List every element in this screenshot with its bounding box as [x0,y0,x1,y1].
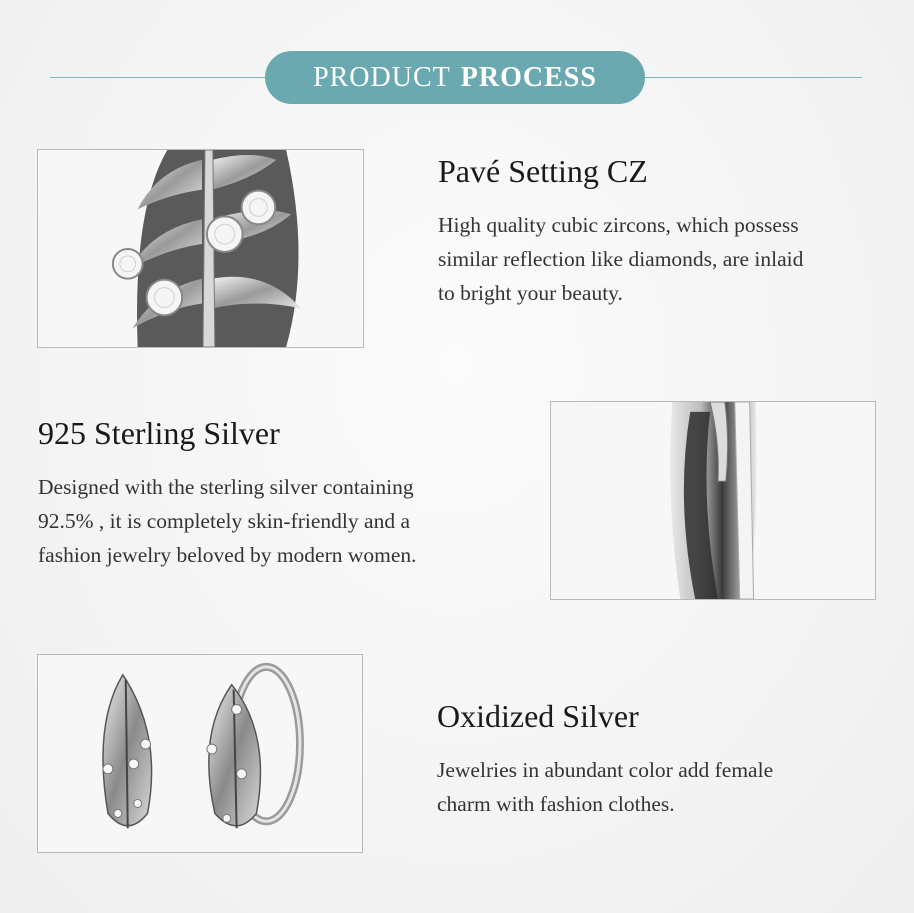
section-title-pave-setting: Pavé Setting CZ [438,153,648,189]
section-header-badge [265,51,645,104]
desc-line: High quality cubic zircons, which possess [438,213,799,237]
earring-pair-illustration [38,655,362,852]
desc-line: charm with fashion clothes. [437,792,675,816]
section-title-sterling-silver: 925 Sterling Silver [38,415,280,451]
oxidized-silver-image [37,654,363,853]
header-divider-left [50,77,270,78]
header-title-light: PRODUCT [313,61,451,93]
desc-line: fashion jewelry beloved by modern women. [38,543,417,567]
header-title-bold: PROCESS [460,61,597,93]
section-desc-sterling-silver [38,470,417,572]
section-title-oxidized-silver: Oxidized Silver [437,698,639,734]
pave-setting-image [37,149,364,348]
desc-line: Jewelries in abundant color add female [437,758,774,782]
desc-line: similar reflection like diamonds, are inlaid [438,247,804,271]
hoop-side-illustration [551,402,875,599]
header-divider-right [644,77,862,78]
desc-line: Designed with the sterling silver containing [38,475,414,499]
desc-line: to bright your beauty. [438,281,623,305]
section-desc-pave-setting [438,208,803,310]
feather-closeup-illustration [38,150,363,347]
section-desc-oxidized-silver [437,753,773,821]
sterling-silver-image [550,401,876,600]
desc-line: 92.5% , it is completely skin-friendly and a [38,509,410,533]
